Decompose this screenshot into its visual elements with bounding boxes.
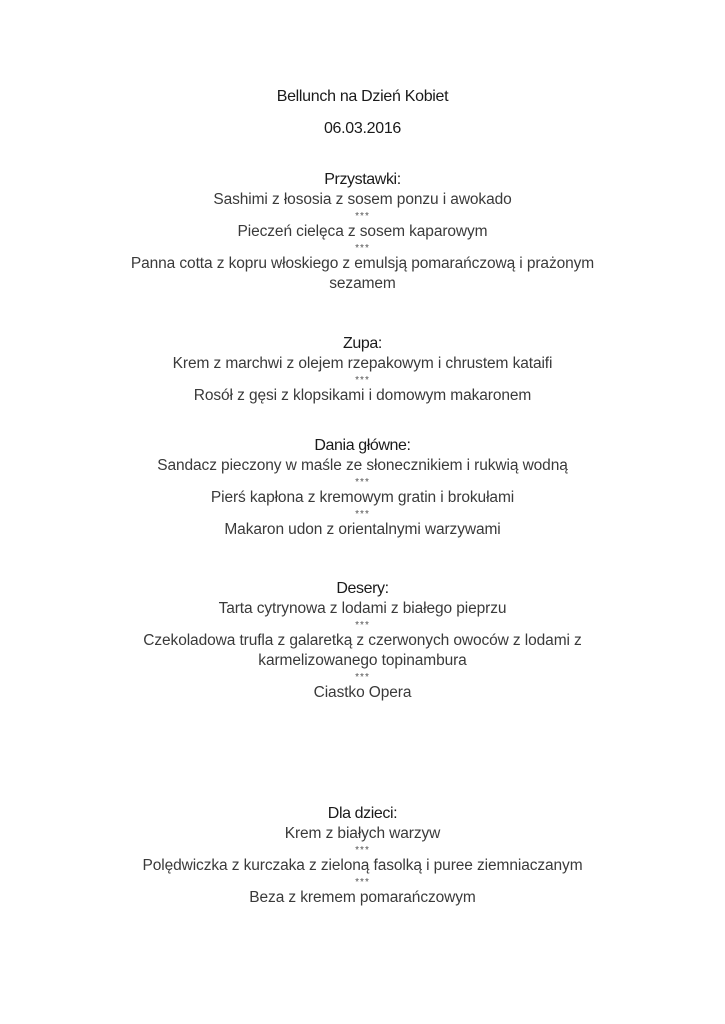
separator: *** [355,620,370,631]
section-heading: Przystawki: [324,171,401,188]
dish-item: Krem z marchwi z olejem rzepakowym i chrustem kataifi [172,355,553,372]
section-desserts [0,579,725,703]
dish-item: Pieczeń cielęca z sosem kaparowym [237,223,488,240]
section-soup [0,334,725,406]
section-kids [0,804,725,908]
separator: *** [355,477,370,488]
section-heading: Dania główne: [314,437,411,454]
separator: *** [355,211,370,222]
dish-item: Makaron udon z orientalnymi warzywami [224,521,501,538]
dish-item: Pierś kapłona z kremowym gratin i brokułami [210,489,515,506]
dish-item: Beza z kremem pomarańczowym [249,889,476,906]
dish-item: Sandacz pieczony w maśle ze słonecznikiem i rukwią wodną [157,457,568,474]
dish-item: Sashimi z łososia z sosem ponzu i awokado [213,191,512,208]
separator: *** [355,845,370,856]
dish-item: Polędwiczka z kurczaka z zieloną fasolką i puree ziemniaczanym [142,857,583,874]
separator: *** [355,375,370,386]
separator: *** [355,509,370,520]
dish-item: Czekoladowa trufla z galaretką z czerwonych owoców z lodami z karmelizowanego topinambura [143,632,582,669]
menu-date: 06.03.2016 [323,120,402,137]
section-appetizers [0,170,725,294]
dish-item: Ciastko Opera [313,684,412,701]
separator: *** [355,243,370,254]
dish-item: Panna cotta z kopru włoskiego z emulsją pomarańczową i prażonym sezamem [130,255,595,292]
dish-item: Tarta cytrynowa z lodami z białego pieprzu [218,600,507,617]
section-heading: Desery: [336,580,389,597]
dish-item: Rosół z gęsi z klopsikami i domowym makaronem [193,387,532,404]
section-heading: Dla dzieci: [327,805,398,822]
section-heading: Zupa: [343,335,382,352]
menu-title: Bellunch na Dzień Kobiet [276,88,449,105]
separator: *** [355,672,370,683]
separator: *** [355,877,370,888]
dish-item: Krem z białych warzyw [284,825,441,842]
section-main-courses [0,436,725,540]
